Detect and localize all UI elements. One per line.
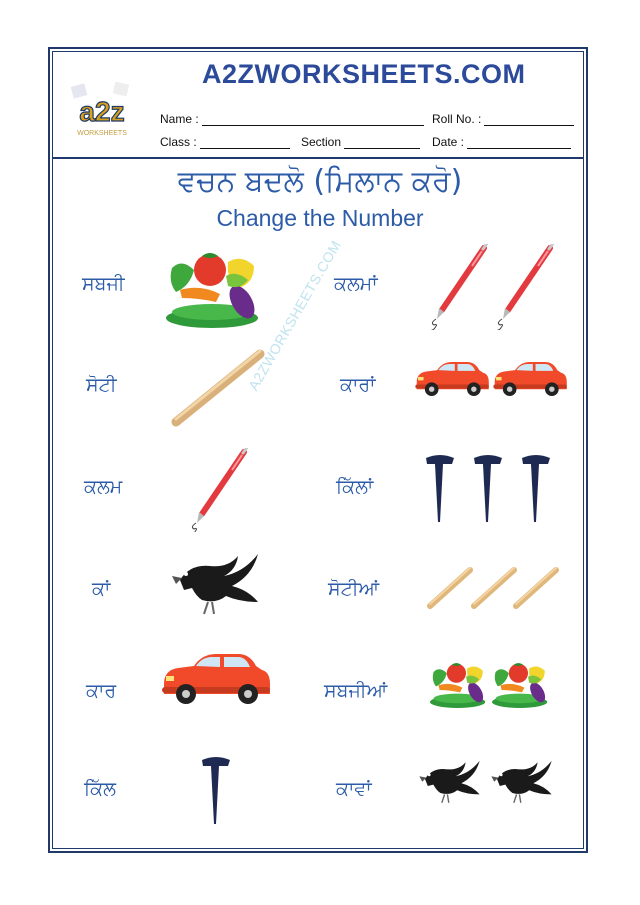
right-word-3: ਕਿੱਲਾਂ — [336, 476, 374, 498]
watermark: A2ZWORKSHEETS.COM — [245, 237, 345, 393]
left-word-1: ਸਬਜੀ — [82, 273, 125, 295]
three-nails-icon — [422, 454, 552, 526]
car-icon — [160, 654, 274, 720]
left-word-2: ਸੋਟੀ — [86, 374, 117, 396]
stick-icon — [170, 348, 270, 430]
left-word-6: ਕਿੱਲ — [84, 778, 116, 800]
right-word-5: ਸਬਜੀਆਂ — [324, 680, 388, 702]
a2z-logo — [62, 81, 142, 141]
section-field[interactable]: Section — [301, 135, 420, 149]
pen-icon — [180, 448, 260, 532]
name-field[interactable]: Name : — [160, 112, 424, 126]
three-sticks-icon — [424, 566, 560, 610]
two-cars-icon — [414, 362, 570, 412]
two-crows-icon — [418, 758, 564, 818]
svg-text:WORKSHEETS: WORKSHEETS — [77, 130, 127, 137]
title-english: Change the Number — [216, 205, 424, 231]
roll-number-field[interactable]: Roll No. : — [432, 112, 574, 126]
class-field[interactable]: Class : — [160, 135, 290, 149]
left-word-5: ਕਾਰ — [86, 680, 117, 702]
site-title: A2ZWORKSHEETS.COM — [202, 59, 526, 89]
svg-text:a2z: a2z — [79, 96, 125, 127]
right-word-4: ਸੋਟੀਆਂ — [328, 578, 380, 600]
left-word-4: ਕਾਂ — [92, 578, 111, 600]
left-word-3: ਕਲਮ — [84, 476, 123, 498]
right-word-2: ਕਾਰਾਂ — [340, 374, 376, 396]
vegetables-icon — [166, 248, 266, 334]
two-pens-icon — [426, 244, 566, 330]
right-word-1: ਕਲਮਾਂ — [334, 273, 378, 295]
crow-icon — [170, 550, 270, 630]
date-field[interactable]: Date : — [432, 135, 571, 149]
two-vegetable-baskets-icon — [430, 660, 560, 716]
right-word-6: ਕਾਵਾਂ — [336, 778, 372, 800]
worksheet-header — [52, 51, 584, 159]
nail-icon — [196, 756, 236, 830]
title-punjabi: ਵਚਨ ਬਦਲੋ (ਮਿਲਾਨ ਕਰੋ) — [177, 164, 463, 199]
